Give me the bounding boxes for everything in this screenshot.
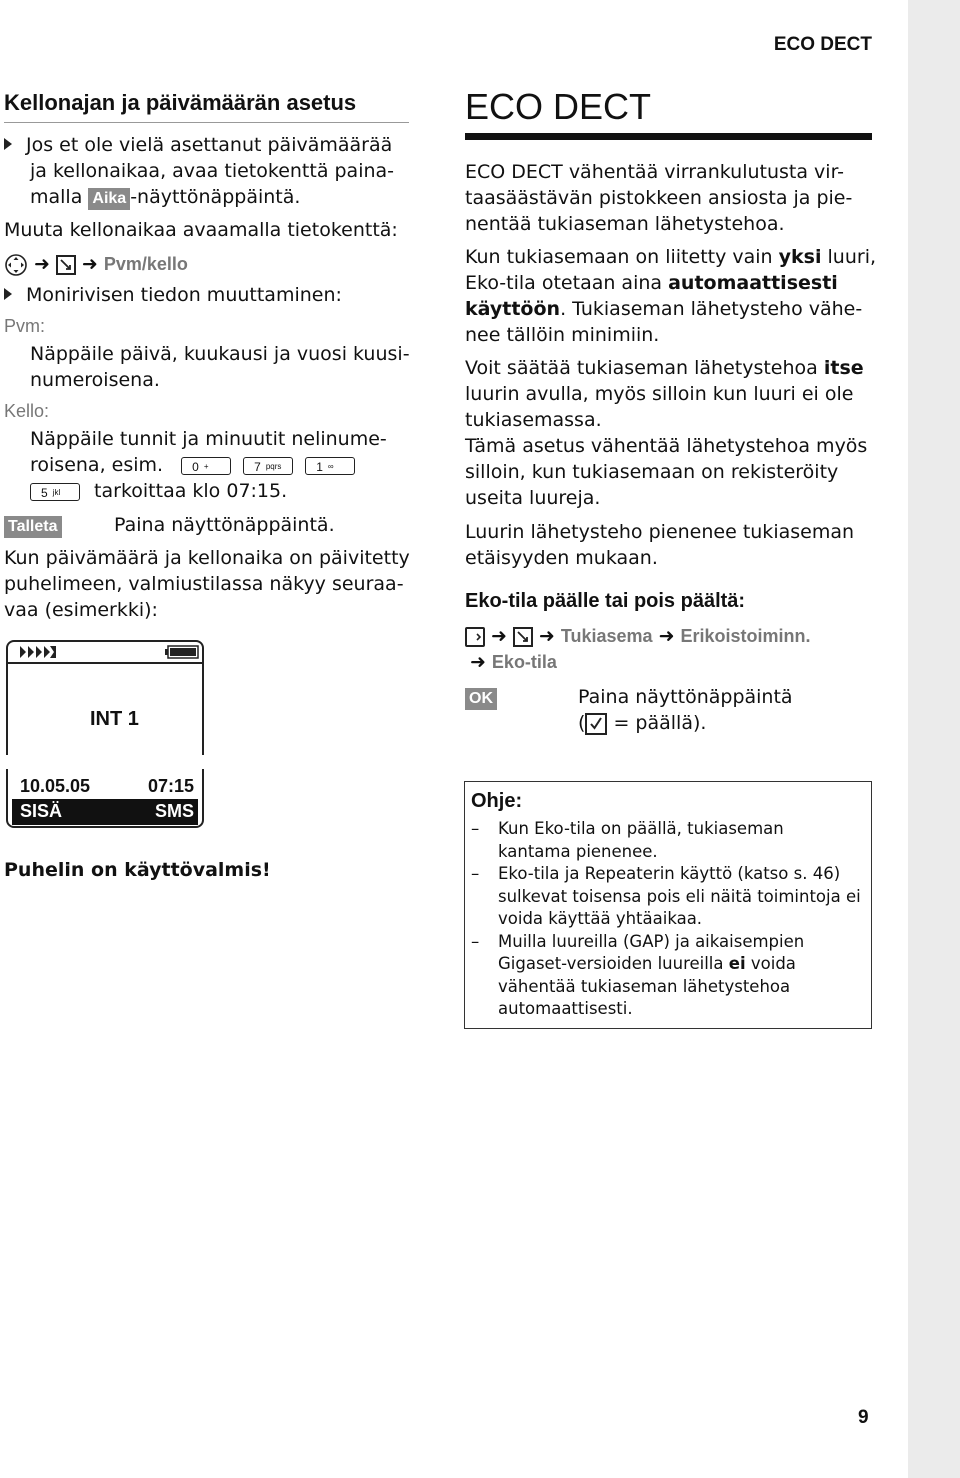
ok-softkey[interactable]: OK [465, 688, 497, 710]
display-gap [4, 755, 208, 769]
note-item: – Eko-tila ja Repeaterin käyttö (katso s. 46) sulkevat toisensa pois eli näitä toimintoja ei voida käyttää yhtäaikaa. [471, 864, 861, 928]
note-item: – Kun Eko-tila on päällä, tukiaseman kantama pienenee. [471, 819, 784, 861]
signal-strength-icon [20, 644, 60, 660]
bullet-icon [4, 138, 12, 150]
running-header: ECO DECT [773, 34, 872, 55]
after-update-text: Kun päivämäärä ja kellonaika on päivitetty puhelimeen, valmiustilassa näkyy seuraa- vaa (esimerkki): [4, 547, 410, 621]
key-5[interactable]: 5 $_{jkl}$ [30, 483, 80, 501]
kello-label: Kello: [4, 401, 50, 421]
menu-path: ➜ ➜ Pvm/kello [4, 251, 188, 277]
ready-text: Puhelin on käyttövalmis! [4, 859, 271, 881]
softkey-bar [12, 799, 198, 825]
paragraph-3: Voit säätää tukiaseman lähetystehoa itse luurin avulla, myös silloin kun luuri ei ole tukiasemassa. [465, 357, 864, 431]
change-time-line: Muuta kellonaikaa avaamalla tietokenttä: [4, 219, 398, 241]
menu-eko-tila[interactable]: Eko-tila [491, 652, 557, 672]
key-1[interactable]: 1 $_\infty$ [305, 457, 355, 475]
sms-softkey[interactable]: SMS [154, 801, 194, 821]
bullet-set-date: Jos et ole vielä asettanut päivämäärää ja kellonaikaa, avaa tietokenttä paina- malla Aika -näyttönäppäintä. [4, 132, 414, 210]
talleta-row: Talleta Paina näyttönäppäintä. [4, 512, 62, 538]
note-box [464, 781, 872, 1029]
bullet-icon [4, 288, 12, 300]
settings-menu-icon [513, 627, 533, 647]
section-title: ECO DECT [465, 86, 652, 127]
kello-description: Näppäile tunnit ja minuutit nelinume- roisena, esim. 0 $_+$ 7 $_{pqrs}$ 1 $_\infty$ 5 $_{jkl}$ tarkoittaa klo 07:15. [30, 428, 387, 502]
ok-description: Paina näyttönäppäintä ( = päällä). [578, 686, 793, 734]
aika-softkey[interactable]: Aika [88, 188, 130, 210]
eco-mode-heading: Eko-tila päälle tai pois päältä: [465, 590, 746, 612]
talleta-softkey[interactable]: Talleta [4, 516, 62, 538]
paragraph-5: Luurin lähetysteho pienenee tukiaseman etäisyyden mukaan. [465, 521, 855, 569]
note-item: – Muilla luureilla (GAP) ja aikaisempien Gigaset-versioiden luureilla ei voida vähentää tukiaseman lähetystehoa automaattisesti. [471, 931, 805, 1018]
key-7[interactable]: 7 $_{pqrs}$ [243, 457, 293, 475]
menu-pvm-kello[interactable]: Pvm/kello [103, 254, 188, 274]
section-heading: Kellonajan ja päivämäärän asetus [4, 90, 357, 115]
page-margin-bar [908, 0, 960, 1478]
sisa-softkey[interactable]: SISÄ [20, 801, 63, 821]
note-list [471, 818, 871, 1021]
menu-tukiasema[interactable]: Tukiasema [560, 626, 653, 646]
menu-key-icon [465, 627, 485, 647]
pvm-label: Pvm: [4, 316, 46, 336]
navigation-key-icon [4, 253, 28, 277]
ok-row [465, 684, 497, 710]
menu-erikoistoiminn[interactable]: Erikoistoiminn. [680, 626, 811, 646]
page-number: 9 [858, 1407, 869, 1428]
heading-rule [4, 122, 409, 123]
paragraph-2: Kun tukiasemaan on liitetty vain yksi luuri, Eko-tila otetaan aina automaattisesti käyttöön. Tukiaseman lähetysteho vähe- nee tällöin minimiin. [465, 246, 877, 346]
checkmark-icon [585, 713, 607, 735]
bullet-multiline: Monirivisen tiedon muuttaminen: [4, 282, 342, 308]
handset-name: INT 1 [90, 708, 139, 730]
paragraph-1: ECO DECT vähentää virrankulutusta vir- taasäästävän pistokkeen ansiosta ja pie- nentää tukiaseman lähetystehoa. [465, 161, 853, 235]
paragraph-4: Tämä asetus vähentää lähetystehoa myös silloin, kun tukiasemaan on rekisteröity useita luureja. [465, 435, 868, 509]
note-title: Ohje: [471, 790, 523, 812]
pvm-description: Näppäile päivä, kuukausi ja vuosi kuusi- numeroisena. [30, 343, 410, 391]
phone-date: 10.05.05 [20, 776, 91, 796]
key-0[interactable]: 0 $_+$ [181, 457, 231, 475]
settings-menu-icon [56, 255, 76, 275]
eco-menu-path: ➜ ➜ Tukiasema ➜ Erikoistoiminn. [465, 623, 811, 649]
eco-menu-path-2: ➜ Eko-tila [470, 651, 557, 673]
title-rule [465, 133, 872, 140]
battery-icon [164, 644, 200, 660]
phone-display [6, 640, 204, 828]
phone-time: 07:15 [147, 776, 194, 796]
